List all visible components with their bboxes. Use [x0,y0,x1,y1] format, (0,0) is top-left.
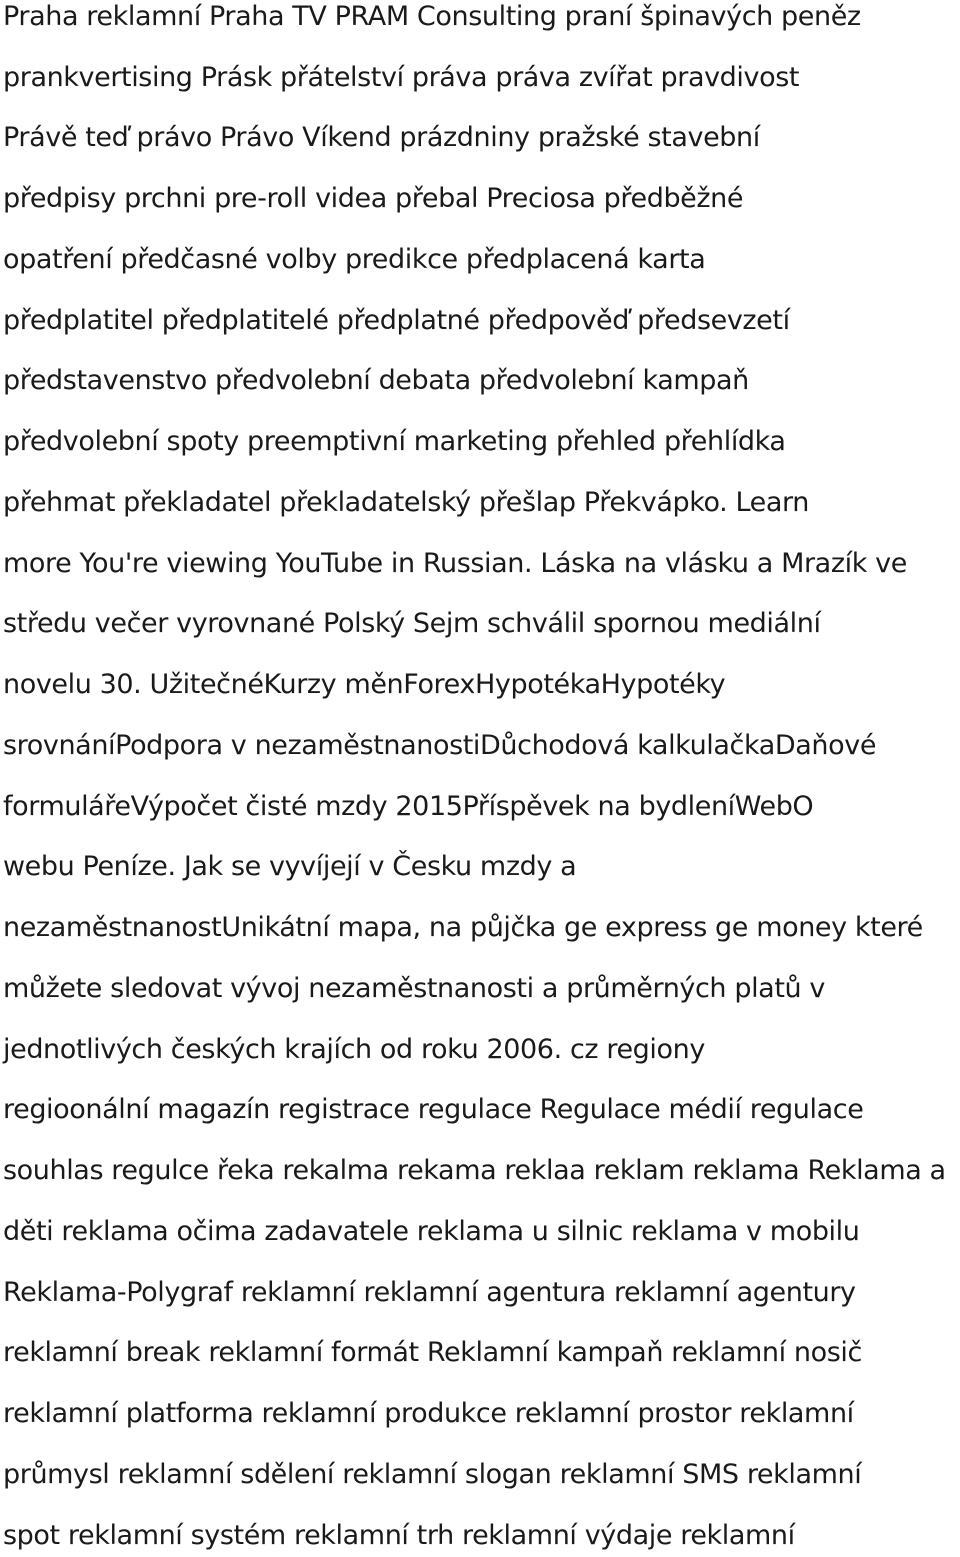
text-line: děti reklama očima zadavatele reklama u silnic reklama v mobilu [3,1216,860,1247]
text-line: průmysl reklamní sdělení reklamní slogan reklamní SMS reklamní [3,1459,862,1490]
text-line: Reklama-Polygraf reklamní reklamní agentura reklamní agentury [3,1277,856,1308]
text-line: reklamní platforma reklamní produkce reklamní prostor reklamní [3,1398,854,1429]
text-line: přehmat překladatel překladatelský přešlap Překvápko. Learn [3,487,809,518]
text-line: nezaměstnanostUnikátní mapa, na půjčka ge express ge money které [3,912,923,943]
text-line: předplatitel předplatitelé předplatné předpověď předsevzetí [3,305,790,336]
text-line: Právě teď právo Právo Víkend prázdniny pražské stavební [3,122,760,153]
text-line: novelu 30. UžitečnéKurzy měnForexHypotékaHypotéky [3,669,726,700]
text-line: webu Peníze. Jak se vyvíjejí v Česku mzdy a [3,851,577,882]
text-line: regioonální magazín registrace regulace Regulace médií regulace [3,1094,864,1125]
text-line: předpisy prchni pre-roll videa přebal Preciosa předběžné [3,183,744,214]
text-line: jednotlivých českých krajích od roku 2006. cz regiony [3,1034,705,1065]
text-line: Praha reklamní Praha TV PRAM Consulting praní špinavých peněz [3,1,861,32]
text-line: spot reklamní systém reklamní trh reklamní výdaje reklamní [3,1520,795,1551]
text-line: souhlas regulce řeka rekalma rekama reklaa reklam reklama Reklama a [3,1155,946,1186]
text-line: prankvertising Prásk přátelství práva práva zvířat pravdivost [3,62,800,93]
text-line: formulářeVýpočet čisté mzdy 2015Příspěvek na bydleníWebO [3,791,814,822]
text-line: reklamní break reklamní formát Reklamní kampaň reklamní nosič [3,1337,862,1368]
text-line: opatření předčasné volby predikce předplacená karta [3,244,706,275]
text-line: předvolební spoty preemptivní marketing přehled přehlídka [3,426,786,457]
text-line: představenstvo předvolební debata předvolební kampaň [3,365,749,396]
text-line: more You're viewing YouTube in Russian. Láska na vlásku a Mrazík ve [3,548,907,579]
text-line: můžete sledovat vývoj nezaměstnanosti a průměrných platů v [3,973,825,1004]
text-line: srovnáníPodpora v nezaměstnanostiDůchodová kalkulačkaDaňové [3,730,877,761]
text-line: středu večer vyrovnané Polský Sejm schválil spornou mediální [3,608,821,639]
